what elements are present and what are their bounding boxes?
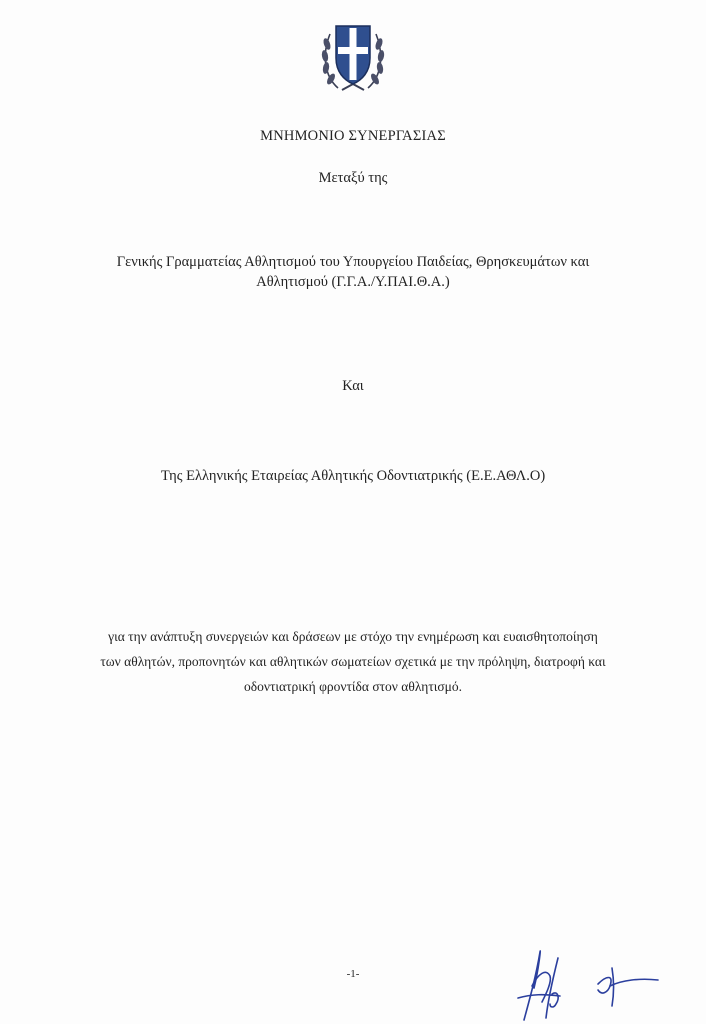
greek-coat-of-arms-icon [318,14,388,96]
document-title: ΜΝΗΜΟΝΙΟ ΣΥΝΕΡΓΑΣΙΑΣ [260,128,446,144]
purpose-paragraph [0,624,706,699]
and-label: Και [342,378,364,394]
purpose-line-1: για την ανάπτυξη συνεργειών και δράσεων με στόχο την ενημέρωση και ευαισθητοποίηση [108,629,598,644]
party-one-line-1: Γενικής Γραμματείας Αθλητισμού του Υπουργείου Παιδείας, Θρησκευμάτων και [116,254,590,270]
purpose-line-2: των αθλητών, προπονητών και αθλητικών σωματείων σχετικά με την πρόληψη, διατροφή και [100,654,606,669]
purpose-line-3: οδοντιατρική φροντίδα στον αθλητισμό. [243,679,463,694]
party-two: Της Ελληνικής Εταιρείας Αθλητικής Οδοντιατρικής (Ε.Ε.ΑΘΛ.Ο) [160,468,546,484]
handwritten-signature [510,928,660,1024]
party-one [0,252,706,292]
party-one-line-2: Αθλητισμού (Γ.Γ.Α./Υ.ΠΑΙ.Θ.Α.) [256,274,450,290]
page-number: -1- [346,968,360,980]
between-label: Μεταξύ της [318,170,388,186]
